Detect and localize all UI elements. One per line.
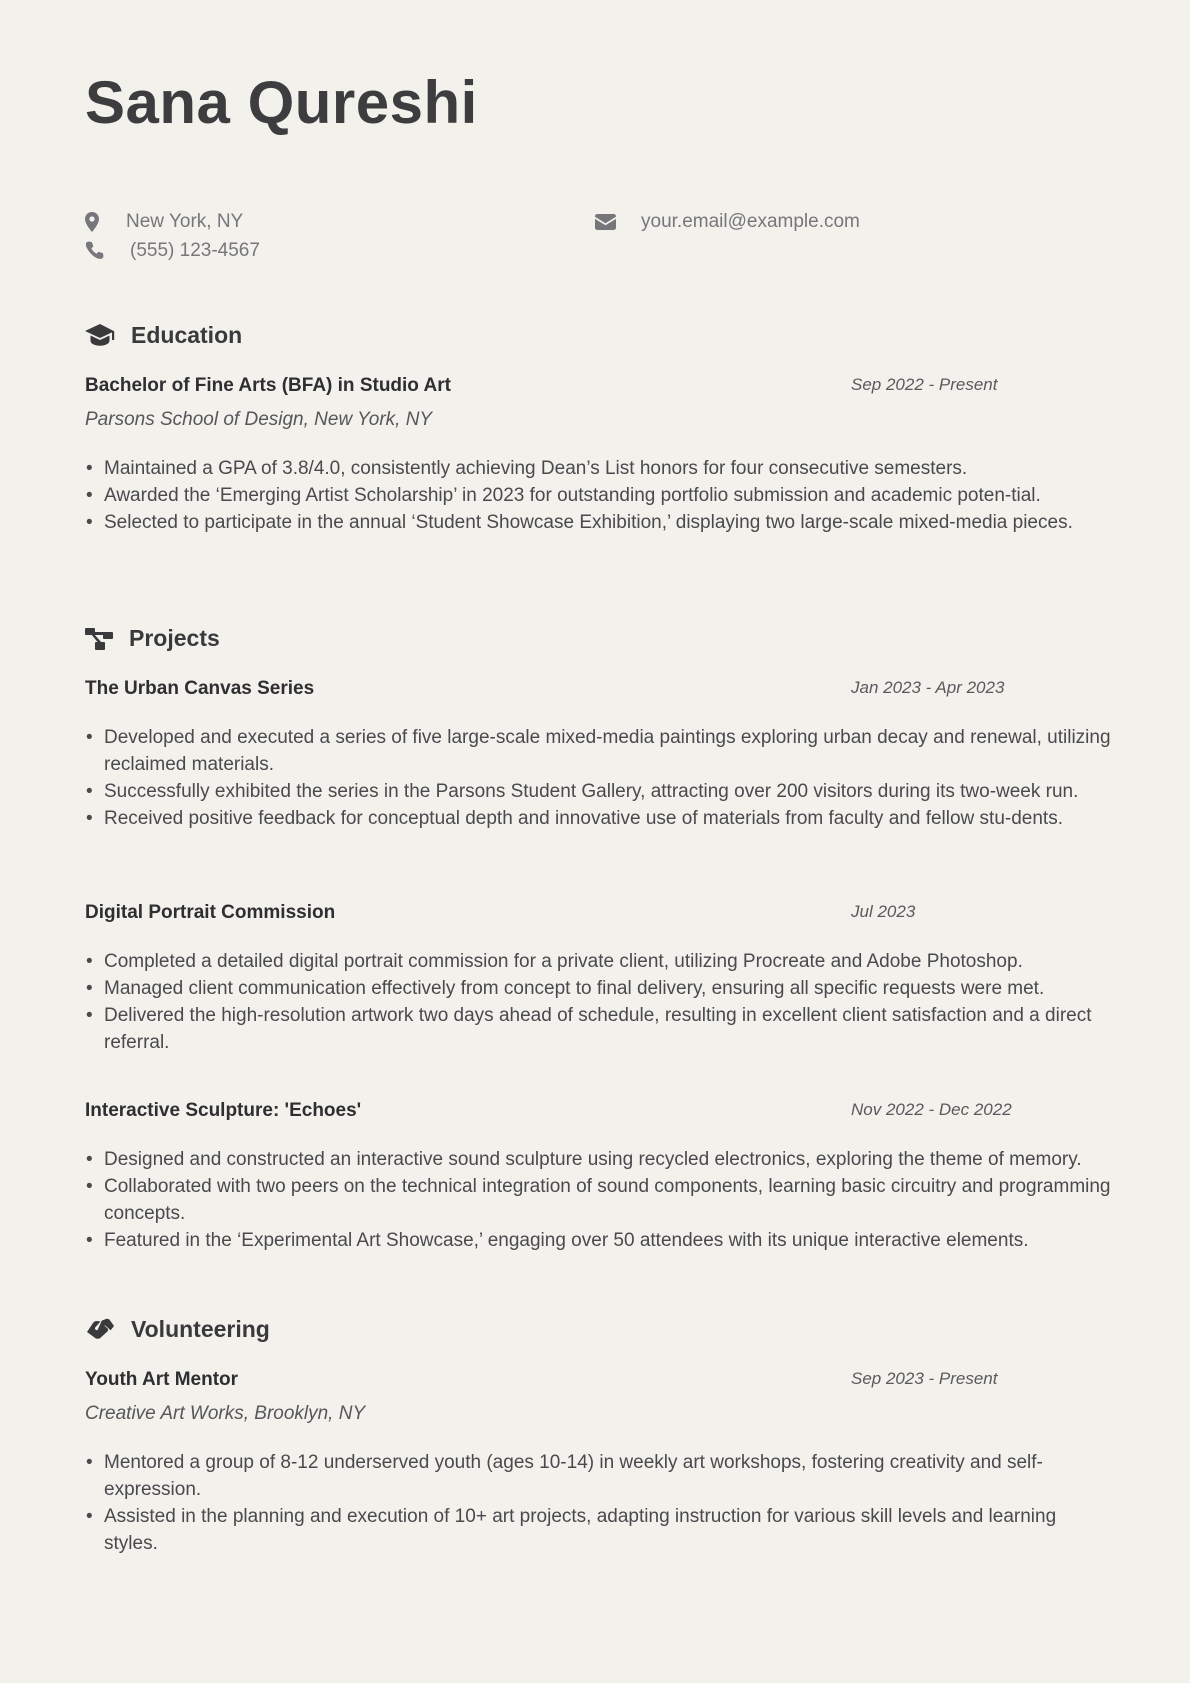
- list-item: • Maintained a GPA of 3.8/4.0, consistently achieving Dean’s List honors for four consecutive semesters.: [85, 455, 1115, 482]
- projects-heading: Projects: [129, 625, 220, 651]
- project-date: Jan 2023 - Apr 2023: [851, 678, 1005, 697]
- list-item: • Designed and constructed an interactive sound sculpture using recycled electronics, exploring the theme of memory.: [85, 1146, 1115, 1173]
- map-marker-icon: [85, 212, 99, 232]
- graduation-cap-icon: [85, 324, 115, 348]
- list-item: • Received positive feedback for conceptual depth and innovative use of materials from faculty and fellow stu-dents.: [85, 805, 1115, 832]
- education-section-header: [85, 322, 242, 349]
- handshake-icon: [85, 1318, 115, 1342]
- phone-icon: [85, 241, 105, 261]
- list-item: • Featured in the ‘Experimental Art Showcase,’ engaging over 50 attendees with its unique interactive elements.: [85, 1227, 1115, 1254]
- envelope-icon: [595, 214, 616, 230]
- email-text[interactable]: your.email@example.com: [641, 211, 860, 232]
- volunteering-heading: Volunteering: [131, 1316, 270, 1342]
- contact-location: [85, 211, 243, 233]
- volunteering-bullets: [85, 1449, 1115, 1557]
- education-degree: Bachelor of Fine Arts (BFA) in Studio Art: [85, 375, 451, 396]
- education-heading: Education: [131, 322, 243, 348]
- project-date: Nov 2022 - Dec 2022: [851, 1100, 1012, 1119]
- projects-section-header: [85, 625, 220, 652]
- list-item: • Successfully exhibited the series in the Parsons Student Gallery, attracting over 200 visitors during its two-week run.: [85, 778, 1115, 805]
- contact-phone: [85, 240, 260, 262]
- project-title: Digital Portrait Commission: [85, 902, 336, 923]
- project-title: Interactive Sculpture: 'Echoes': [85, 1100, 362, 1121]
- volunteering-organization: Creative Art Works, Brooklyn, NY: [85, 1403, 366, 1424]
- list-item: • Mentored a group of 8-12 underserved youth (ages 10-14) in weekly art workshops, fostering creativity and self-expression.: [85, 1449, 1115, 1503]
- list-item: • Assisted in the planning and execution of 10+ art projects, adapting instruction for various skill levels and learning styles.: [85, 1503, 1115, 1557]
- project-bullets: [85, 1146, 1115, 1254]
- project-bullets: [85, 724, 1115, 832]
- volunteering-role: Youth Art Mentor: [85, 1369, 239, 1390]
- education-school: Parsons School of Design, New York, NY: [85, 409, 433, 430]
- list-item: • Delivered the high-resolution artwork two days ahead of schedule, resulting in excellent client satisfaction and a direct referral.: [85, 1002, 1115, 1056]
- list-item: • Managed client communication effectively from concept to final delivery, ensuring all specific requests were met.: [85, 975, 1115, 1002]
- location-text: New York, NY: [126, 211, 244, 232]
- contact-email: [595, 211, 860, 233]
- phone-text: (555) 123-4567: [130, 240, 260, 261]
- candidate-name: Sana Qureshi: [85, 69, 478, 136]
- project-title: The Urban Canvas Series: [85, 678, 315, 699]
- project-date: Jul 2023: [851, 902, 916, 921]
- list-item: • Completed a detailed digital portrait commission for a private client, utilizing Procreate and Adobe Photoshop.: [85, 948, 1115, 975]
- volunteering-date: Sep 2023 - Present: [851, 1369, 998, 1388]
- sitemap-icon: [85, 628, 113, 650]
- list-item: • Developed and executed a series of five large-scale mixed-media paintings exploring urban decay and renewal, utilizing reclaimed materials.: [85, 724, 1115, 778]
- list-item: • Collaborated with two peers on the technical integration of sound components, learning basic circuitry and programming concepts.: [85, 1173, 1115, 1227]
- list-item: • Selected to participate in the annual ‘Student Showcase Exhibition,’ displaying two large-scale mixed-media pieces.: [85, 509, 1115, 536]
- education-bullets: [85, 455, 1115, 536]
- list-item: • Awarded the ‘Emerging Artist Scholarship’ in 2023 for outstanding portfolio submission and academic poten-tial.: [85, 482, 1115, 509]
- project-bullets: [85, 948, 1115, 1056]
- volunteering-section-header: [85, 1316, 270, 1343]
- education-date: Sep 2022 - Present: [851, 375, 998, 394]
